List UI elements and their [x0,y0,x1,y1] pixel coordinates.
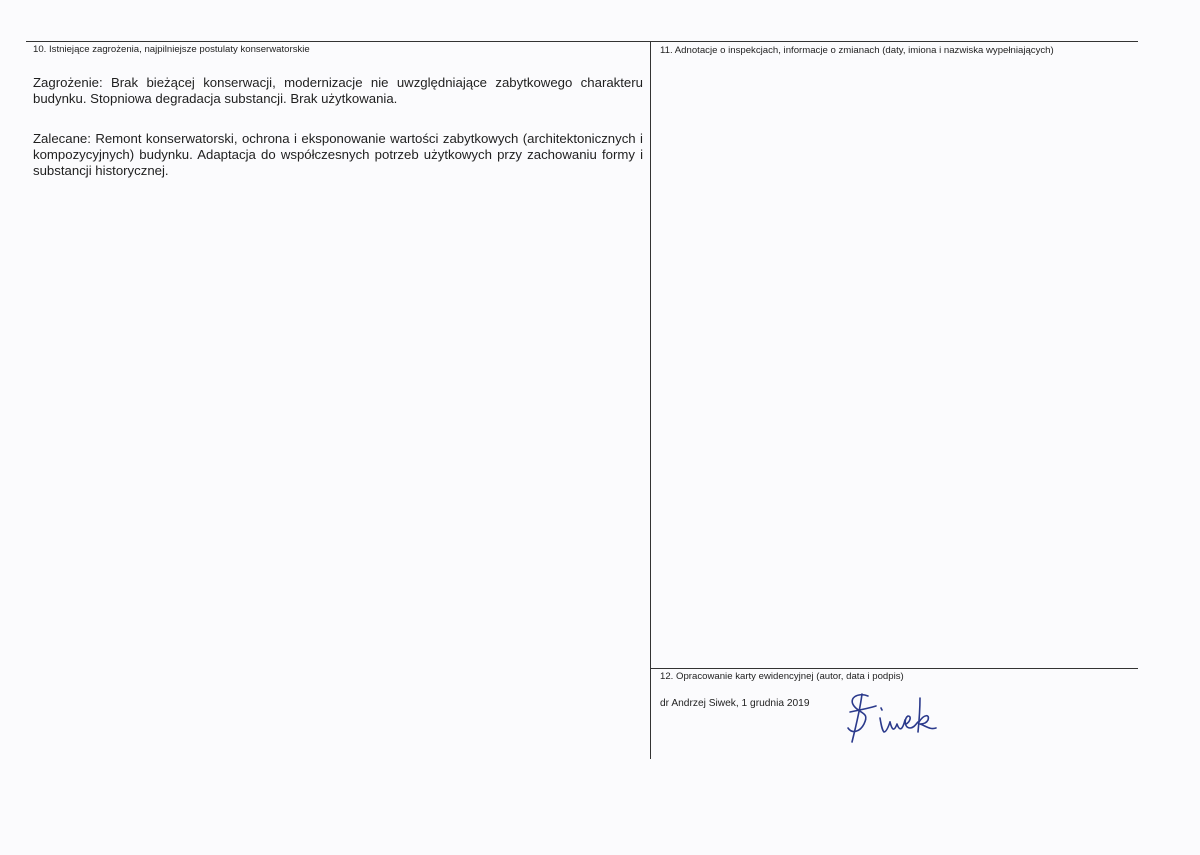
recommendation-paragraph: Zalecane: Remont konserwatorski, ochrona i eksponowanie wartości zabytkowych (architektonicznych i kompozycyjnych) budynku. Adaptacja do współczesnych potrzeb użytkowych przy zachowaniu formy i substancji historycznej. [33,131,643,178]
signature-section-divider [651,668,1138,669]
section-11-label: 11. Adnotacje o inspekcjach, informacje o zmianach (daty, imiona i nazwiska wypełniających) [660,45,1054,56]
section-12-label: 12. Opracowanie karty ewidencyjnej (autor, data i podpis) [660,671,904,682]
author-line: dr Andrzej Siwek, 1 grudnia 2019 [660,698,810,709]
section-10-label: 10. Istniejące zagrożenia, najpilniejsze postulaty konserwatorskie [33,44,310,55]
threat-paragraph: Zagrożenie: Brak bieżącej konserwacji, modernizacje nie uwzględniające zabytkowego charakteru budynku. Stopniowa degradacja substancji. Brak użytkowania. [33,75,643,106]
column-divider [650,41,651,759]
handwritten-signature [840,682,950,752]
top-divider [26,41,1138,42]
